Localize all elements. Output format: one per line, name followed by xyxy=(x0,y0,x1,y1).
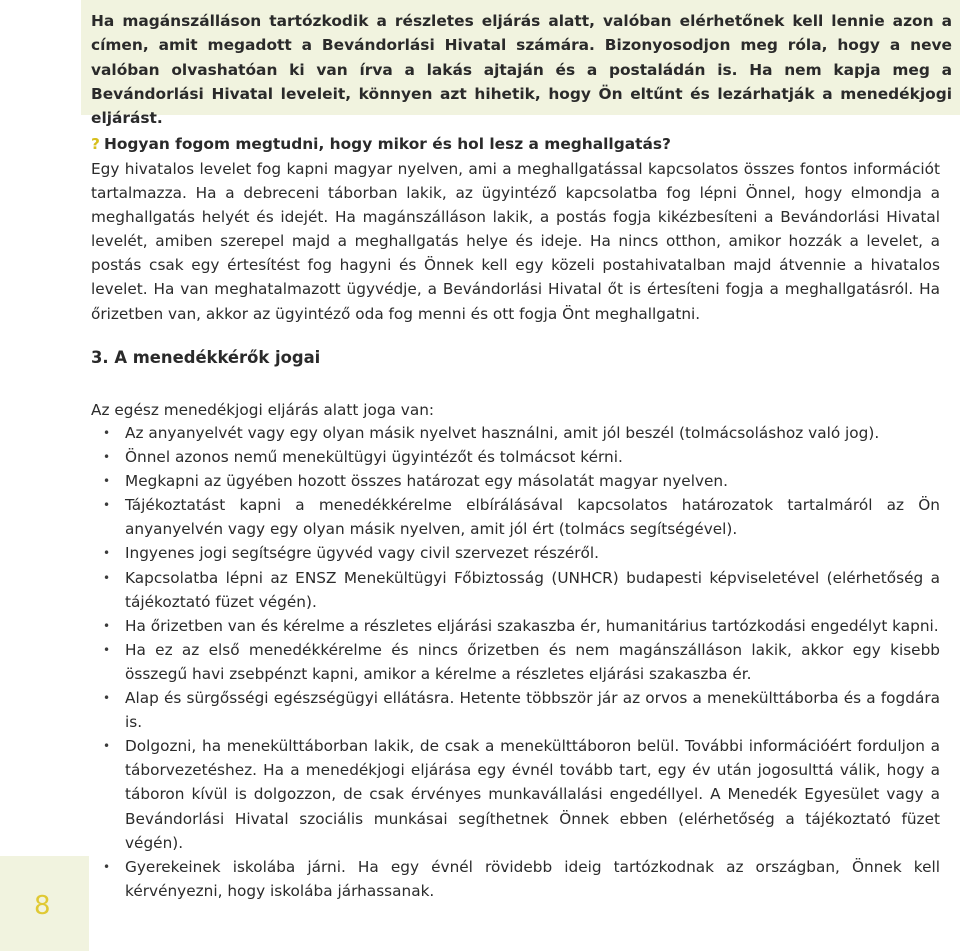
question-heading-text: Hogyan fogom megtudni, hogy mikor és hol lesz a meghallgatás? xyxy=(103,135,671,153)
bullet-icon: • xyxy=(103,546,111,561)
rights-list xyxy=(91,421,940,903)
bullet-icon: • xyxy=(103,642,111,657)
list-item: • Az anyanyelvét vagy egy olyan másik nyelvet használni, amit jól beszél (tolmácsoláshoz való jog). xyxy=(91,421,940,445)
bullet-icon: • xyxy=(103,691,111,706)
question-mark-icon: ? xyxy=(91,135,100,153)
bullet-icon: • xyxy=(103,498,111,513)
list-item: • Ingyenes jogi segítségre ügyvéd vagy civil szervezet részéről. xyxy=(91,541,940,565)
list-item: • Gyerekeinek iskolába járni. Ha egy évnél rövidebb ideig tartózkodnak az országban, Önnek kell kérvényezni, hogy iskolába járhassanak. xyxy=(91,855,940,903)
section-intro: Az egész menedékjogi eljárás alatt joga van: xyxy=(91,401,435,419)
bullet-icon: • xyxy=(103,859,111,874)
list-item: • Dolgozni, ha menekülttáborban lakik, de csak a menekülttáboron belül. További információért forduljon a táborvezetéshez. Ha a menedékjogi eljárása egy évnél tovább tart, egy év után jogosulttá válik, hogy a táboron kívül is dolgozzon, de csak érvényes munkavállalási engedéllyel. A Menedék Egyesület vagy a Bevándorlási Hivatal szociális munkásai segíthetnek Önnek ebben (elérhetőség a tájékoztató füzet végén). xyxy=(91,734,940,854)
list-item: • Tájékoztatást kapni a menedékkérelme elbírálásával kapcsolatos határozatok tartalmáról az Ön anyanyelvén vagy egy olyan másik nyelven, amit jól ért (tolmács segítségével). xyxy=(91,493,940,541)
bullet-icon: • xyxy=(103,739,111,754)
list-item: • Önnel azonos nemű menekültügyi ügyintézőt és tolmácsot kérni. xyxy=(91,445,940,469)
list-item: • Kapcsolatba lépni az ENSZ Menekültügyi Főbiztosság (UNHCR) budapesti képviseletével (elérhetőség a tájékoztató füzet végén). xyxy=(91,566,940,614)
list-item: • Ha őrizetben van és kérelme a részletes eljárási szakaszba ér, humanitárius tartózkodási engedélyt kapni. xyxy=(91,614,940,638)
bullet-icon: • xyxy=(103,450,111,465)
section-title: 3. A menedékkérők jogai xyxy=(91,348,321,367)
list-item: • Ha ez az első menedékkérelme és nincs őrizetben és nem magánszálláson lakik, akkor egy kisebb összegű havi zsebpénzt kapni, amikor a kérelme a részletes eljárási szakaszba ér. xyxy=(91,638,940,686)
bullet-icon: • xyxy=(103,618,111,633)
bullet-icon: • xyxy=(103,426,111,440)
bullet-icon: • xyxy=(103,570,111,585)
callout-text: Ha magánszálláson tartózkodik a részletes eljárás alatt, valóban elérhetőnek kell lennie azon a címen, amit megadott a Bevándorlási Hivatal számára. Bizonyosodjon meg róla, hogy a neve valóban olvashatóan ki van írva a lakás ajtaján és a postaládán is. Ha nem kapja meg a Bevándorlási Hivatal leveleit, könnyen azt hihetik, hogy Ön eltűnt és lezárhatják a menedékjogi eljárást. xyxy=(91,12,952,128)
question-answer-paragraph: Egy hivatalos levelet fog kapni magyar nyelven, ami a meghallgatással kapcsolatos összes fontos információt tartalmazza. Ha a debreceni táborban lakik, az ügyintéző kapcsolatba fog lépni Önnel, hogy elmondja a meghallgatás helyét és idejét. Ha magánszálláson lakik, a postás fogja kikézbesíteni a Bevándorlási Hivatal levelét, amiben szerepel majd a meghallgatás helye és ideje. Ha nincs otthon, amikor hozzák a levelet, a postás csak egy értesítést fog hagyni és Önnek kell egy közeli postahivatalban majd átvennie a hivatalos levelet. Ha van meghatalmazott ügyvédje, a Bevándorlási Hivatal őt is értesíteni fogja a meghallgatásról. Ha őrizetben van, akkor az ügyintéző oda fog menni és ott fogja Önt meghallgatni. xyxy=(91,160,940,323)
highlight-callout xyxy=(81,0,960,128)
list-item: • Alap és sürgősségi egészségügyi ellátásra. Hetente többször jár az orvos a menekülttáborba és a fogdára is. xyxy=(91,686,940,734)
bullet-icon: • xyxy=(103,474,111,489)
question-heading xyxy=(91,132,940,156)
list-item: • Megkapni az ügyében hozott összes határozat egy másolatát magyar nyelven. xyxy=(91,469,940,493)
page-number: 8 xyxy=(34,891,51,921)
